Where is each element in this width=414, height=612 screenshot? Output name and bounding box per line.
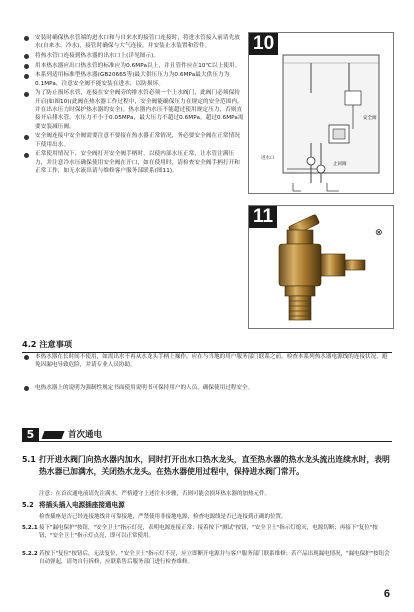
- figure-symbol: ⊗: [375, 228, 383, 238]
- sub-item-5-2-2: [22, 550, 394, 567]
- section-heading-4-2: 4.2 注意事项: [22, 339, 392, 353]
- figure-11: [248, 205, 394, 329]
- paragraph-5-2-description: 检查插座是否已经连接地线并可靠接地，严禁使用非接地电源，检查电源线是否已连接到正确的位置。: [39, 514, 287, 520]
- bullet-item: 电热水器上的说明为强制性规定书面使用说明书可保持用户的人员，确保使用过程安全。: [22, 384, 390, 392]
- sub-item-number: 5.2.2: [22, 551, 38, 557]
- section-number: 5: [22, 428, 39, 442]
- sub-item-text: 接下"漏电保护"按钮，"安全卫士"指示灯亮，表明电源连接正常；接着按下"测试"按钮，"安全卫士"指示灯熄灭，电源切断；再接下"复位"按钮，"安全卫士"指示灯点亮，即可以正常使用。: [39, 525, 378, 540]
- bullet-item: 将热水管口连接到热水器的出水口上(详见图示)。: [22, 52, 244, 60]
- bullet-item: 为了防止损坏水管，连接在安全阀旁的排水管必须一个上水阀门，此阀门必须保持开启(如图10)(此阀在热水器工作过程中，安全阀能确保压力在规定的安全范围内，并在出水压力时保护热水器的安全)。热水器内水压不能超过使用规定压力，否则直接开启排水管，水压力不小于0.05MPa，最大压力不超过0.6MPa。超过0.6MPa需要安装减压阀。: [22, 89, 244, 130]
- bullet-item: 用本热水器应出口热水管的标准应为0.6MPa以上，并且管件应在10℃以上使用。: [22, 62, 244, 70]
- bullet-dot: [24, 36, 29, 41]
- bullet-dot: [24, 92, 29, 97]
- bullet-item: 安全阀连接中安全阀需要注意不要接在热水器正常情况，务必要安全阀在正常情况下使用出水。: [22, 132, 244, 149]
- water-heater-diagram: [249, 33, 395, 195]
- bullet-item: 本热水器在长时间不使用，如需出水不再从水龙头手柄上操作，应在与当地的用户服务部门联系之前，检查本系列热水器电源线的连接状况，避免因漏电导致危险，并请专业人员协助。: [22, 353, 390, 370]
- figure-10: [248, 32, 394, 194]
- section-title: 首次通电: [68, 430, 103, 440]
- figure-number: 10: [249, 33, 278, 55]
- bullet-item: 正常使用情况下，安全阀打开安全阀手柄时，以使内部水压正常，让水管注满压力，并注意冷水压确保使用安全阀在开口，如在使用时，请检查安全阀手柄打开和正常工作，如无水流出请与维修客户服务部联系(图11)。: [22, 150, 244, 175]
- figure-number: 11: [249, 206, 277, 228]
- bullet-item: 安装时确保热水管端的进水口和与自来水的接管口连接时，将进水管接入前请先放水(自来水、冷水)，接管时确保与大气连接，并安装止水装置和管件。: [22, 34, 244, 51]
- bullet-dot: [24, 153, 29, 158]
- bullet-dot: [24, 64, 29, 69]
- paragraph-title: 将插头插入电源插座接通电源: [39, 501, 125, 509]
- section-heading-5: [22, 428, 392, 442]
- paragraph-text: 打开进水阀门向热水器内加水，同时打开出水口热水龙头，直至热水器的热水龙头流出连续水时，表明热水器已加满水，关闭热水龙头。在热水器使用过程中，保持进水阀门常开。: [39, 455, 390, 476]
- figure-label-check-valve: 止回阀: [333, 162, 347, 167]
- figure-label-inlet: 进水口: [261, 156, 275, 161]
- section-heading-bar: [42, 431, 65, 439]
- bullet-dot: [24, 74, 29, 79]
- paragraph-number: 5.2: [22, 501, 34, 509]
- figure-label-valve: 安全阀: [363, 116, 377, 121]
- bullet-dot: [24, 386, 29, 391]
- paragraph-5-2-heading: [22, 501, 125, 510]
- page-number: 6: [383, 588, 390, 600]
- bullet-dot: [24, 54, 29, 59]
- sub-item-number: 5.2.1: [22, 525, 38, 531]
- bullet-dot: [24, 135, 29, 140]
- sub-item-5-2-1: [22, 524, 394, 541]
- sub-item-text: 若按下"复位"按钮后，无法复位，"安全卫士"指示灯不亮，应立即断开电源并与客户服务部门联系维修；若产品出现漏电情况，"漏电保护"按钮会自动弹起，请勿自行拆修，应联系售后服务部门进行检查维修。: [39, 551, 390, 566]
- paragraph-5-1: [22, 454, 394, 477]
- note-text: 注意：在首次通电前请先注满水，严格遵守上述注水步骤，否则可能会损坏热水器的加热元件。: [39, 491, 271, 497]
- bullet-dot: [24, 355, 29, 360]
- installation-bullets: [22, 34, 244, 176]
- paragraph-number: 5.1: [22, 455, 36, 464]
- bullet-item: 本系列适用标准型热水器(GB20665等)最大供压压力为0.6MPa最大供压力为0.1MPa，注意安全阀不能安装在进水，以防损坏。: [22, 71, 244, 88]
